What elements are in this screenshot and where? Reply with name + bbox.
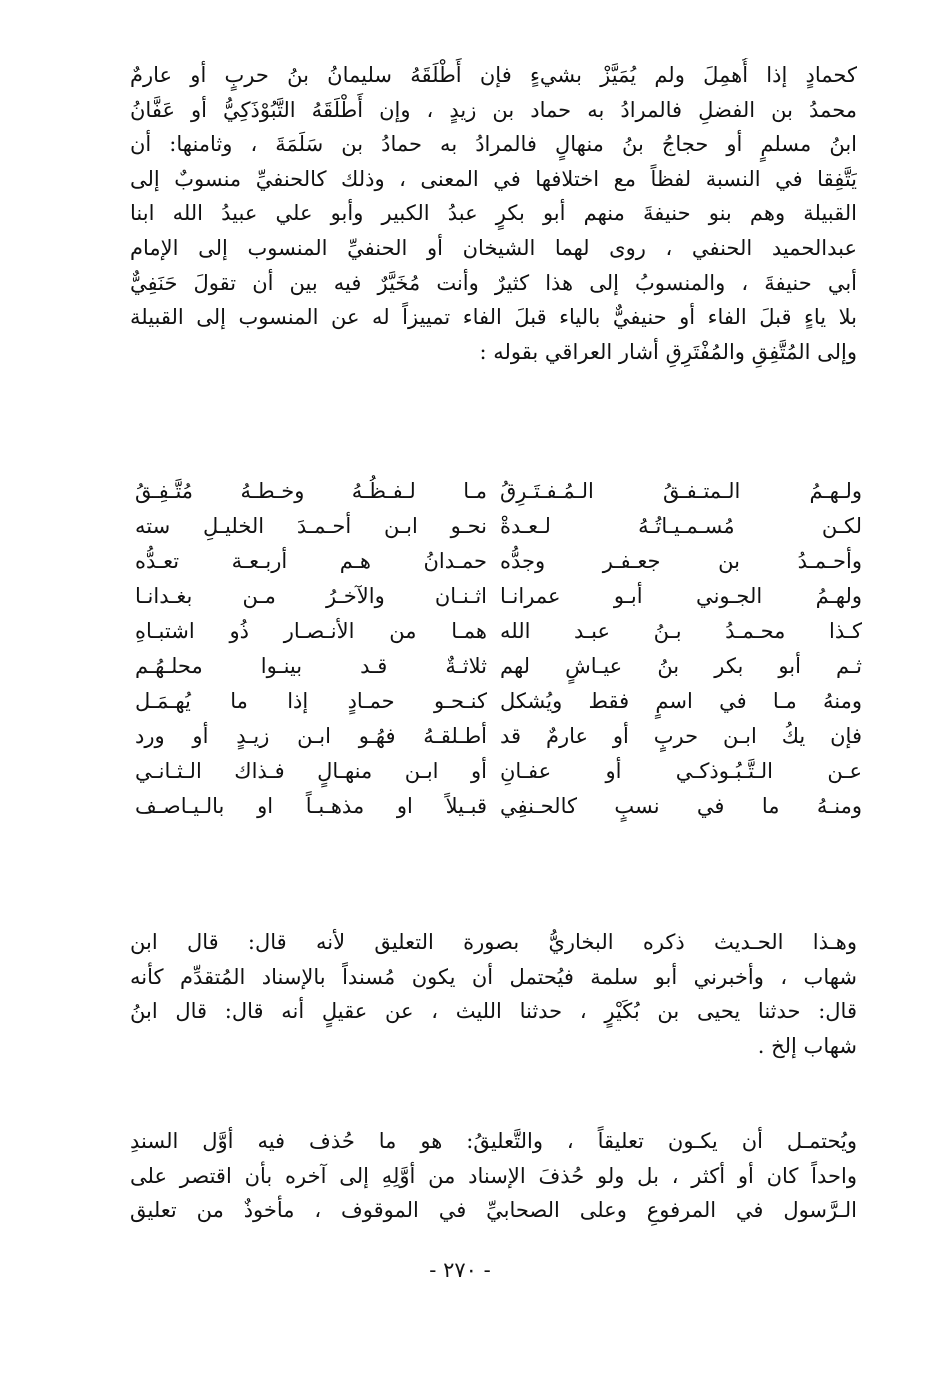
poem-verse — [135, 719, 862, 754]
verse-left-hemistich: ثلاثـةٌ قـد بينـوا محلـهُـم — [135, 654, 487, 678]
poem — [135, 474, 862, 824]
verse-right-hemistich: فإن يكُ ابـن حربٍ أو عارمٌ قد — [500, 724, 862, 748]
verse-right-hemistich: ومنـهُ ما في نسبٍ كالحـنفِي — [500, 794, 862, 818]
text-line: بلا ياءٍ قبلَ الفاء أو حنيفيٌّ بالياء قبلَ الفاء تمييزاً له عن المنسوب إلى القبيلة — [130, 305, 857, 330]
text-line: وهـذا الحـديث ذكره البخاريُّ بصورة التعليق لأنه قال: قال ابن — [130, 930, 857, 954]
verse-left-hemistich: أو ابـن منهـالٍ فـذاك الـثـانـي — [135, 759, 487, 783]
text-line: كحمادٍ إذا أُهمِلَ ولم يُمَيَّزْ بشيءٍ فإن أَطْلَقَهُ سليمانُ بنُ حربٍ أو عارمٌ — [130, 63, 857, 87]
poem-verse — [135, 754, 862, 789]
verse-right-hemistich: كـذا محـمـدُ بـنُ عبـد الله — [500, 619, 862, 643]
verse-left-hemistich: حمـدانُ هـم أربـعـة تعـدُّه — [135, 549, 487, 573]
verse-right-hemistich: لكـن مُسـمـيـاتُـهُ لـعـدةْ — [500, 514, 862, 538]
text-line: قال: حدثنا يحيى بن بُكَيْرٍ ، حدثنا الليث ، عن عقيلٍ أنه قال: قال ابنُ — [130, 999, 857, 1024]
text-line: محمدُ بن الفضلِ فالمرادُ به حماد بن زيدٍ ، وإن أَطْلَقَهُ التَّبُوْذَكِيُّ أو عَفَّانُ — [130, 97, 857, 122]
verse-left-hemistich: مـا لـفـظُـهُ وخـطـهُ مُتَّـفِـقُ — [135, 479, 487, 503]
verse-left-hemistich: أطـلقـهُ فهُـو ابـن زيـدٍ أو ورد — [135, 724, 487, 748]
verse-left-hemistich: نحـو ابـن أحـمـدَ الخليـلِ سته — [135, 514, 487, 538]
text-line: الـرَّسول في المرفوعِ وعلى الصحابيِّ في الموقوف ، مأخوذٌ من تعليق — [130, 1198, 857, 1223]
text-line: أبي حنيفةَ ، والمنسوبُ إلى هذا كثيرٌ وأنت مُخَيَّرٌ فيه بين أن تقولَ حَنَفِيٌّ — [130, 270, 857, 295]
verse-right-hemistich: ولهـمُ الجـوني أبـو عمرانـا — [500, 584, 862, 608]
verse-left-hemistich: اثـنـان والآخـرُ مـن بغـدانـا — [135, 584, 487, 608]
text-line: يَتَّفِقا في النسبة لفظاً مع اختلافها في المعنى ، وذلك كالحنفيِّ منسوبٌ إلى — [130, 166, 857, 191]
poem-verse — [135, 789, 862, 824]
text-line: ابنُ مسلمٍ أو حجاجُ بنُ منهالٍ فالمرادُ به حمادُ بن سَلَمَةَ ، وثامنها: أن — [130, 132, 857, 157]
page-number: - ٢٧٠ - — [429, 1258, 491, 1282]
text-line: القبيلة وهم بنو حنيفةَ منهم أبو بكرٍ عبدُ الكبير وأبو علي عبيدُ الله ابنا — [130, 201, 857, 226]
text-line: ويُحتمـل أن يكـون تعليقاً ، والتَّعليقُ: هو ما حُذف فيه أوَّل السندِ — [130, 1129, 857, 1153]
poem-verse — [135, 579, 862, 614]
verse-right-hemistich: ومنهُ مـا في اسمٍ فقط ويُشكل — [500, 689, 862, 713]
paragraph-1 — [130, 58, 857, 369]
text-line: شهاب إلخ . — [757, 1033, 857, 1058]
verse-left-hemistich: همـا من الأنـصـار ذُو اشتبـاهِ — [135, 619, 487, 643]
poem-verse — [135, 684, 862, 719]
text-line: واحداً كان أو أكثر ، بل ولو حُذفَ الإسناد من أوَّلِهِ إلى آخره بأن اقتصر على — [130, 1163, 857, 1188]
paragraph-2 — [130, 925, 857, 1063]
text-line: شهاب ، وأخبرني أبو سلمة فيُحتمل أن يكون مُسنداً بالإسناد المُتقدِّم كأنه — [130, 964, 857, 989]
verse-left-hemistich: قبـيلاً او مذهـبـاً او بالـيـاصـف — [135, 794, 487, 818]
paragraph-3 — [130, 1124, 857, 1228]
poem-verse — [135, 614, 862, 649]
poem-verse — [135, 474, 862, 509]
verse-left-hemistich: كنـحـو حمـادٍ إذا ما يُهـمَـل — [135, 689, 487, 713]
poem-verse — [135, 509, 862, 544]
verse-right-hemistich: وأحـمـدُ بن جعـفـر وجدُّه — [500, 549, 862, 573]
text-line: عبدالحميد الحنفي ، روى لهما الشيخان أو الحنفيِّ المنسوب إلى الإمام — [130, 235, 857, 260]
poem-verse — [135, 544, 862, 579]
poem-verse — [135, 649, 862, 684]
verse-right-hemistich: عـن الـتَّـبُـوذكـي أو عفـانِ — [500, 759, 862, 783]
verse-right-hemistich: ولـهـمُ الـمتـفـقُ الـمُـفـتَـرِقُ — [500, 479, 862, 503]
verse-right-hemistich: ثـم أبو بكر بنُ عيـاشٍ لهم — [500, 654, 862, 678]
text-line: وإلى المُتَّفِقِ والمُفْتَرِقِ أشار العراقي بقوله : — [479, 339, 857, 364]
